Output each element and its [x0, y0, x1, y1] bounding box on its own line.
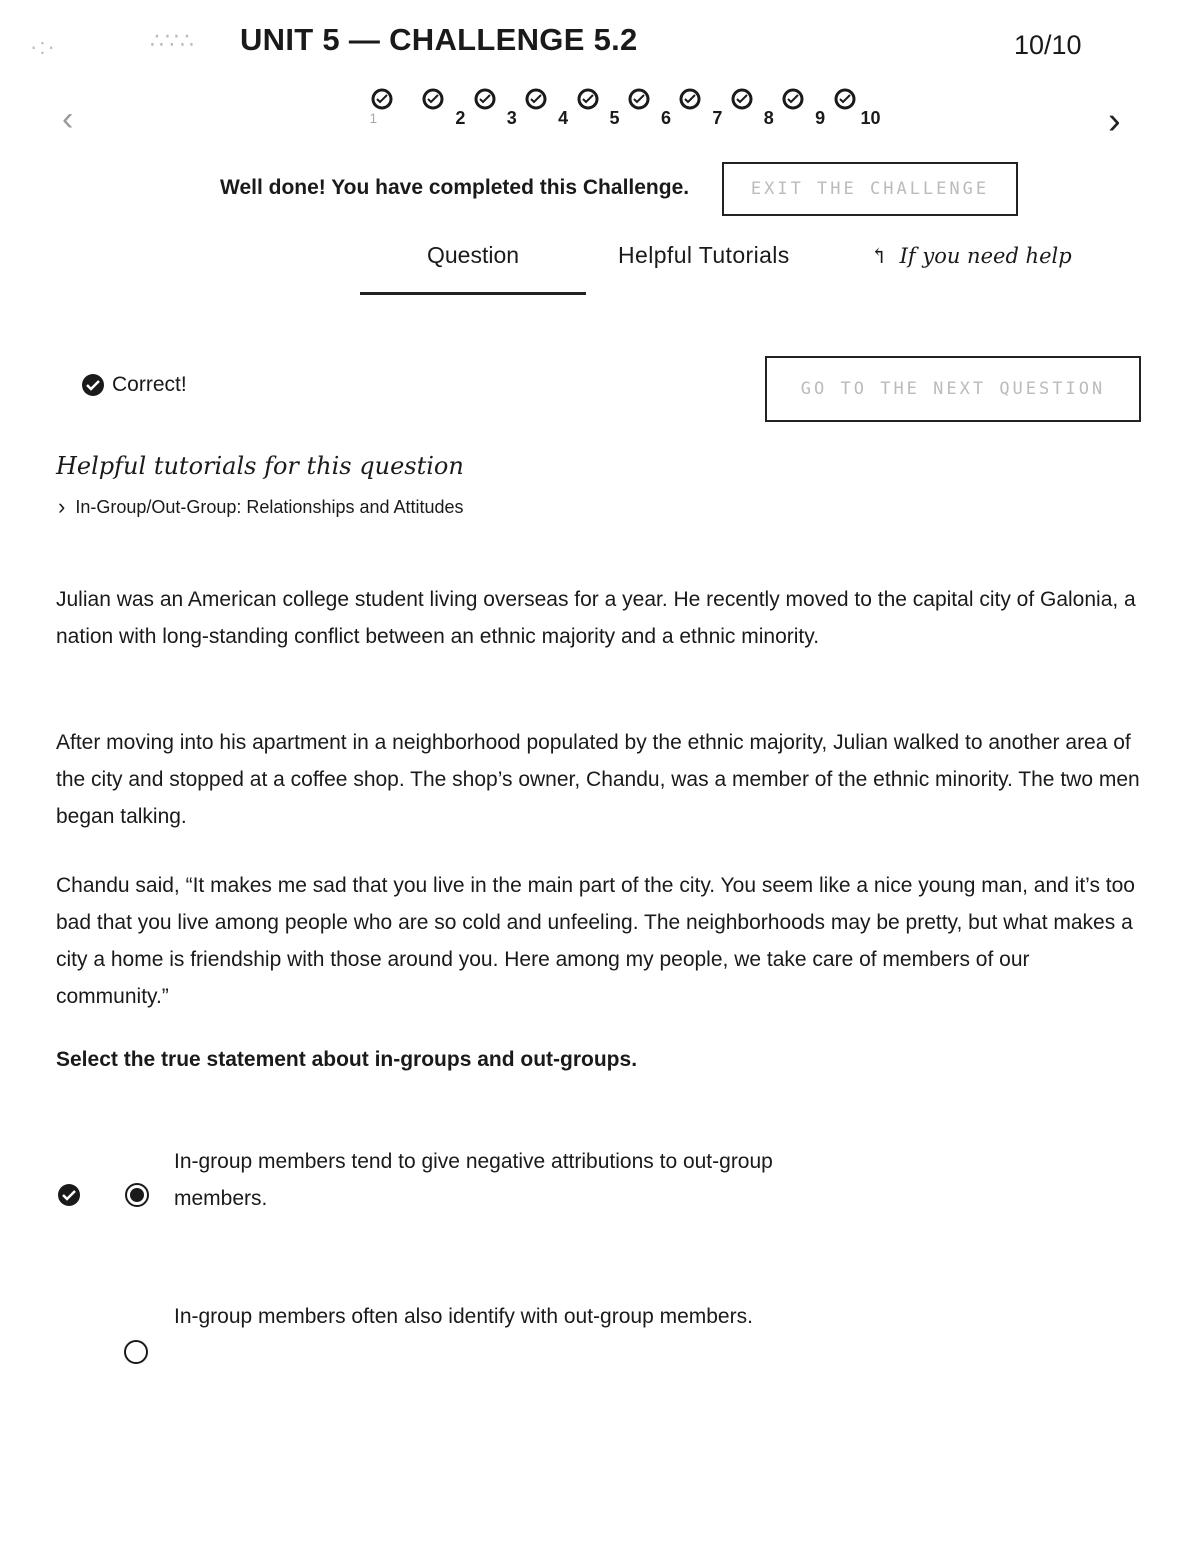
help-link[interactable]	[870, 244, 1072, 268]
progress-step-number: 3	[506, 108, 517, 128]
check-circle-icon	[80, 372, 106, 398]
correct-status	[80, 372, 187, 398]
next-question-chevron-icon[interactable]: ›	[1108, 100, 1121, 142]
completion-message: Well done! You have completed this Challenge.	[220, 176, 690, 199]
tab-question[interactable]: Question	[426, 242, 520, 268]
progress-step[interactable]	[773, 88, 824, 134]
tutorials-heading: Helpful tutorials for this question	[56, 452, 464, 480]
progress-step-number: 6	[660, 108, 671, 128]
tutorial-link-label: In-Group/Out-Group: Relationships and Attitudes	[75, 496, 464, 517]
progress-step-number: 7	[712, 108, 723, 128]
previous-question-chevron-icon[interactable]: ‹	[62, 100, 74, 138]
correct-answer-check-icon	[56, 1182, 82, 1208]
progress-step-number: 5	[609, 108, 620, 128]
correct-status-label: Correct!	[112, 373, 187, 396]
progress-step[interactable]	[465, 88, 516, 134]
answer-option[interactable]: In-group members tend to give negative attributions to out-group members.	[174, 1150, 773, 1210]
question-paragraph: Julian was an American college student living overseas for a year. He recently moved to the capital city of Galonia, a nation with long-standing conflict between an ethnic majority and a ethnic minority.	[56, 588, 1136, 648]
reply-arrow-icon: ↰	[870, 244, 888, 268]
check-circle-icon	[834, 88, 856, 110]
brand-logo: ∴∵∴	[150, 28, 195, 53]
progress-step[interactable]	[568, 88, 619, 134]
exit-challenge-button[interactable]: EXIT THE CHALLENGE	[722, 162, 1018, 216]
question-prompt: Select the true statement about in-groups and out-groups.	[56, 1048, 638, 1071]
check-circle-icon	[577, 88, 599, 110]
answer-option[interactable]: In-group members often also identify with out-group members.	[174, 1305, 753, 1328]
check-circle-icon	[371, 88, 393, 110]
answer-radio[interactable]	[124, 1340, 148, 1364]
progress-step-number: 1	[369, 110, 378, 126]
check-circle-icon	[422, 88, 444, 110]
progress-step[interactable]	[516, 88, 567, 134]
check-circle-icon	[679, 88, 701, 110]
help-link-label: If you need help	[899, 244, 1072, 268]
chevron-right-icon: ›	[58, 494, 66, 519]
progress-step[interactable]	[825, 88, 881, 134]
active-tab-indicator	[360, 292, 586, 295]
progress-step-number: 2	[455, 108, 466, 128]
check-circle-icon	[525, 88, 547, 110]
progress-step[interactable]	[722, 88, 773, 134]
check-circle-icon	[731, 88, 753, 110]
progress-step[interactable]	[619, 88, 670, 134]
question-paragraph: After moving into his apartment in a neighborhood populated by the ethnic majority, Julian walked to another area of the city and stopped at a coffee shop. The shop’s owner, Chandu, was a member of the ethnic minority. The two men began talking.	[56, 731, 1140, 828]
next-question-button[interactable]: GO TO THE NEXT QUESTION	[765, 356, 1141, 422]
score-counter: 10/10	[1014, 30, 1082, 60]
progress-step[interactable]	[670, 88, 721, 134]
tutorial-link[interactable]	[58, 494, 464, 520]
check-circle-icon	[782, 88, 804, 110]
progress-step-number: 8	[763, 108, 774, 128]
progress-step[interactable]	[413, 88, 464, 134]
tab-helpful-tutorials[interactable]: Helpful Tutorials	[618, 242, 790, 268]
question-progress	[362, 88, 881, 134]
progress-step-number: 4	[558, 108, 569, 128]
check-circle-icon	[628, 88, 650, 110]
check-circle-icon	[474, 88, 496, 110]
answer-radio-selected[interactable]	[124, 1182, 150, 1208]
progress-step[interactable]	[362, 88, 413, 134]
question-paragraph: Chandu said, “It makes me sad that you live in the main part of the city. You seem like a nice young man, and it’s too bad that you live among people who are so cold and unfeeling. The neighborhoods may be pretty, but what makes a city a home is friendship with those around you. Here among my people, we take care of members of our community.”	[56, 874, 1135, 1008]
progress-step-number: 9	[815, 108, 826, 128]
page-title: UNIT 5 — CHALLENGE 5.2	[240, 22, 638, 57]
logo-mark: ·:·	[30, 34, 57, 59]
progress-step-number: 10	[860, 108, 881, 128]
